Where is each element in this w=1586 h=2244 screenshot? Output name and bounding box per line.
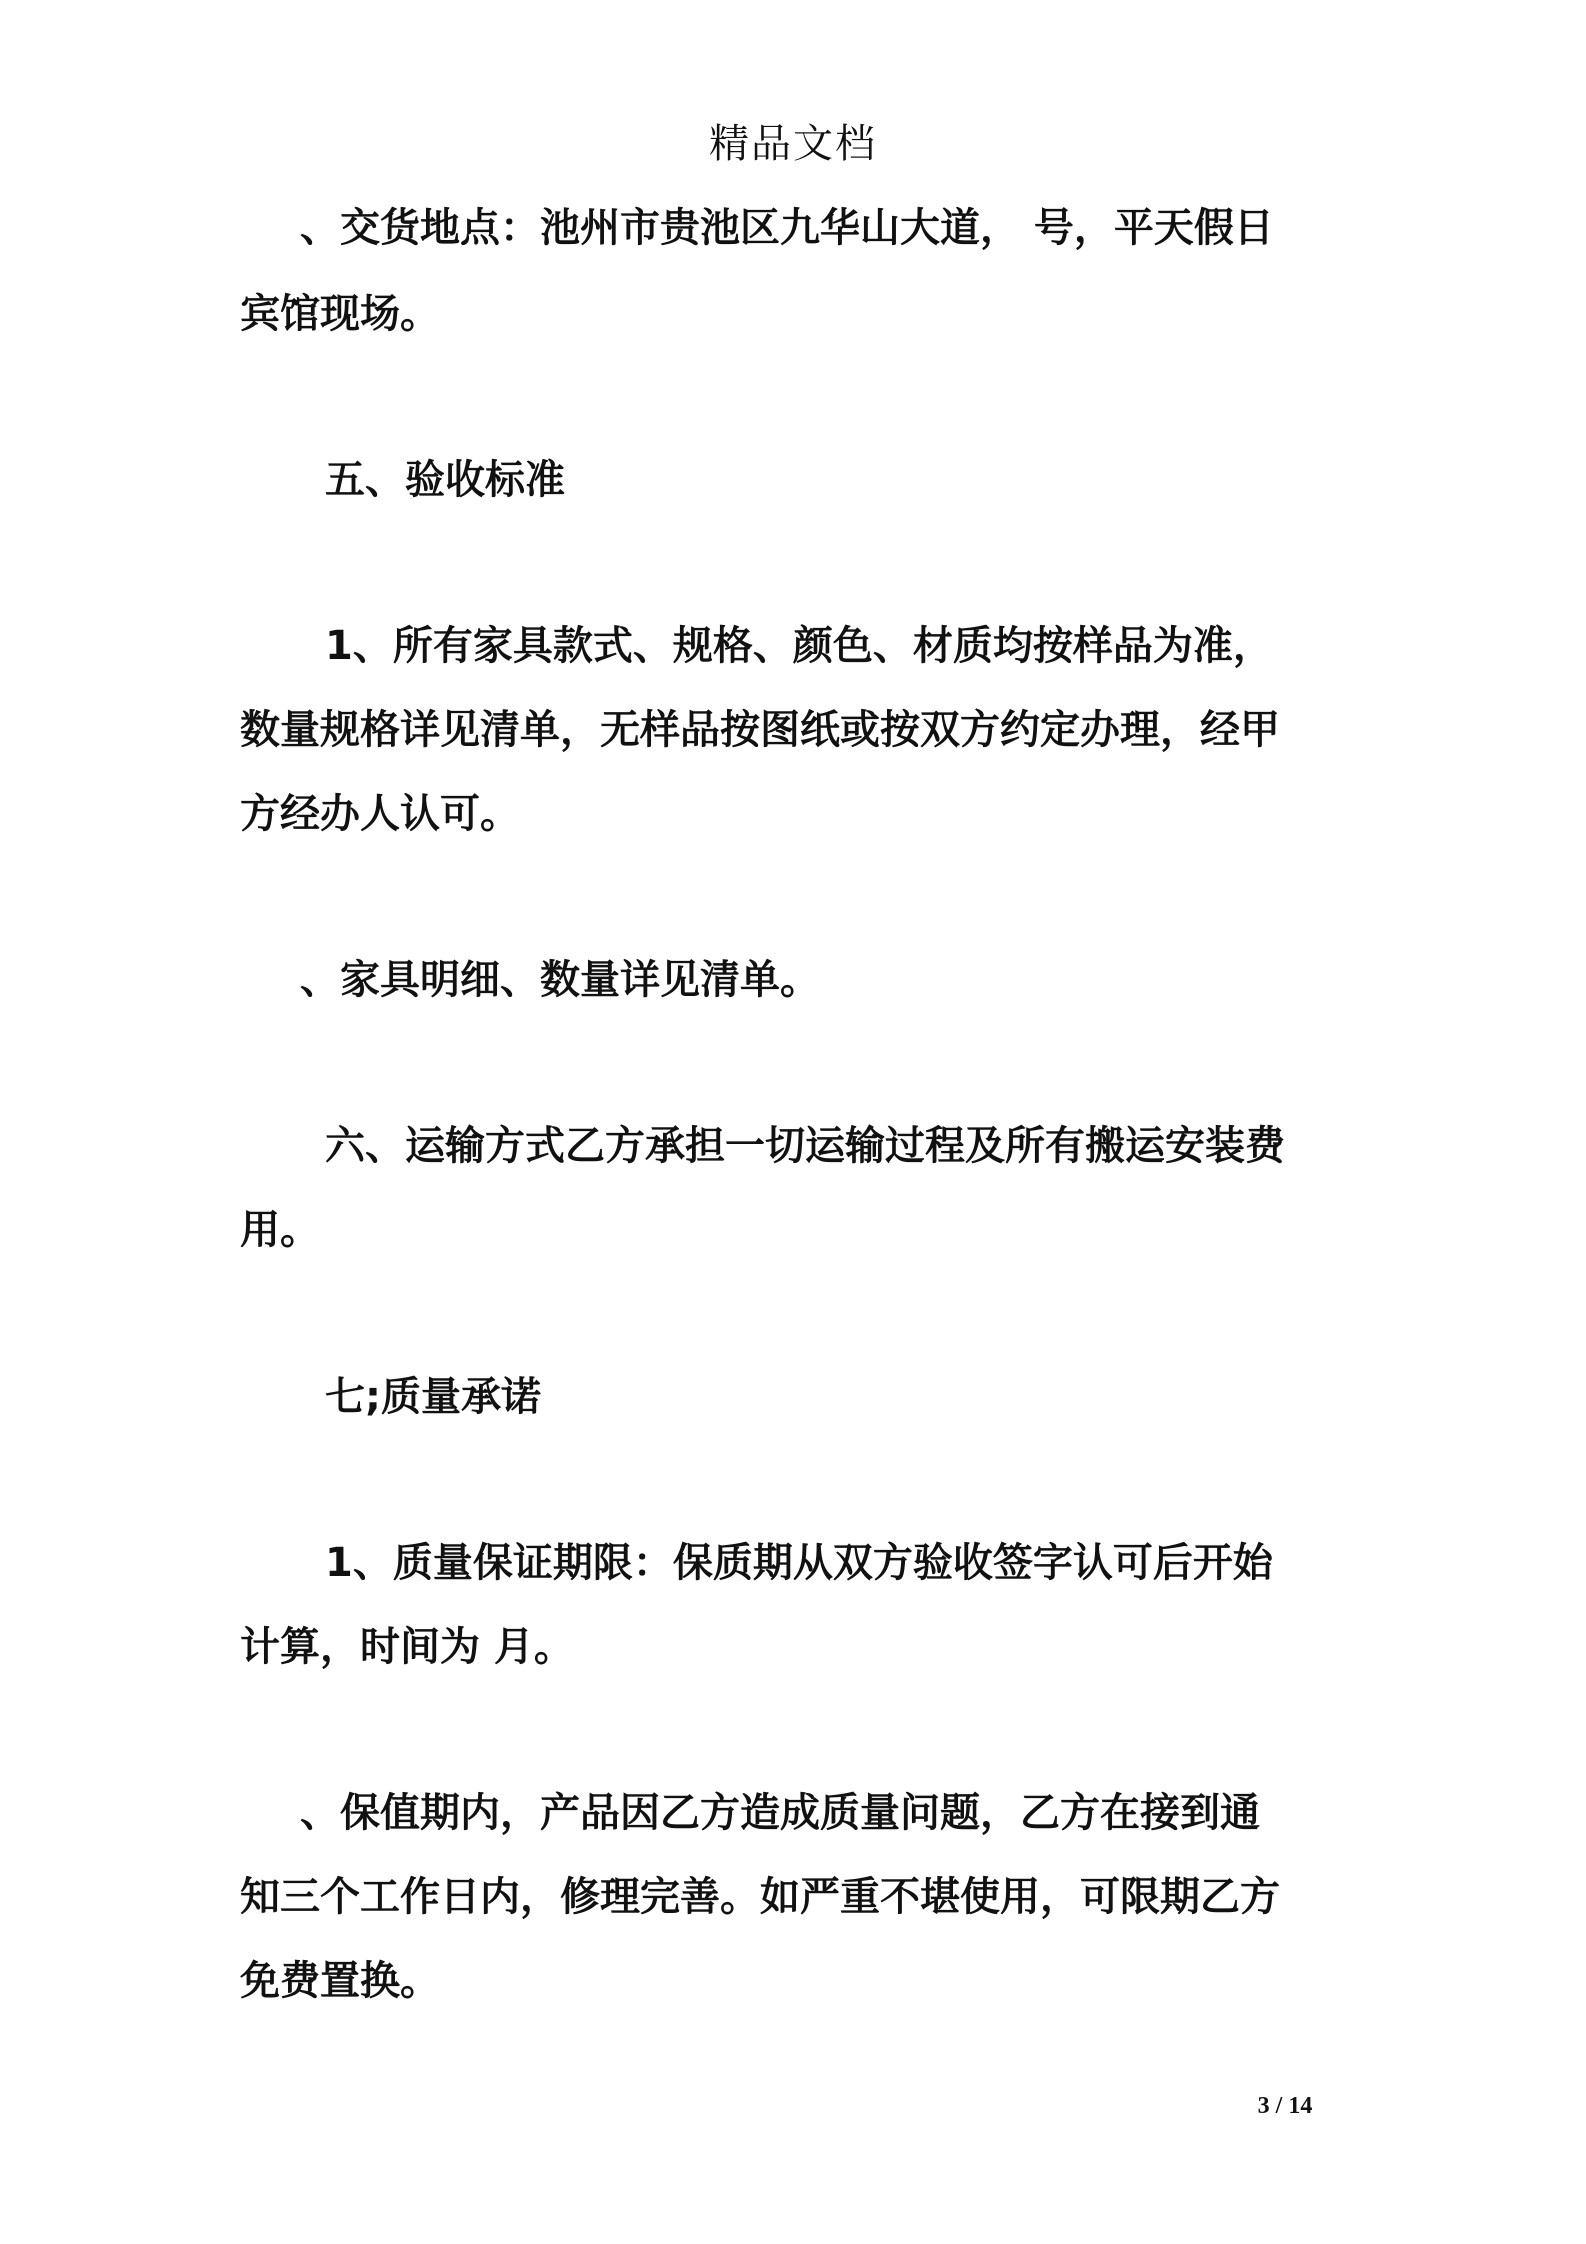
paragraph-line: 1、质量保证期限：保质期从双方验收签字认可后开始 <box>325 1540 1273 1586</box>
page-header-title: 精品文档 <box>709 121 877 167</box>
paragraph-line: 宾馆现场。 <box>240 291 440 337</box>
paragraph-line: 、交货地点：池州市贵池区九华山大道， 号，平天假日 <box>300 205 1274 251</box>
paragraph-line: 方经办人认可。 <box>240 791 520 837</box>
paragraph-line: 免费置换。 <box>240 1958 440 2004</box>
section-heading: 六、运输方式乙方承担一切运输过程及所有搬运安装费 <box>325 1123 1285 1169</box>
paragraph-line: 用。 <box>240 1207 320 1253</box>
paragraph-line: 知三个工作日内，修理完善。如严重不堪使用，可限期乙方 <box>240 1874 1280 1920</box>
section-heading: 五、验收标准 <box>325 457 565 503</box>
page-number: 3 / 14 <box>1257 2093 1313 2119</box>
paragraph-line: 、家具明细、数量详见清单。 <box>300 957 820 1003</box>
section-heading: 七;质量承诺 <box>325 1374 541 1420</box>
paragraph-line: 1、所有家具款式、规格、颜色、材质均按样品为准， <box>325 623 1273 669</box>
paragraph-line: 、保值期内，产品因乙方造成质量问题，乙方在接到通 <box>300 1790 1260 1836</box>
paragraph-line: 计算，时间为 月。 <box>240 1624 574 1670</box>
paragraph-line: 数量规格详见清单，无样品按图纸或按双方约定办理，经甲 <box>240 707 1280 753</box>
